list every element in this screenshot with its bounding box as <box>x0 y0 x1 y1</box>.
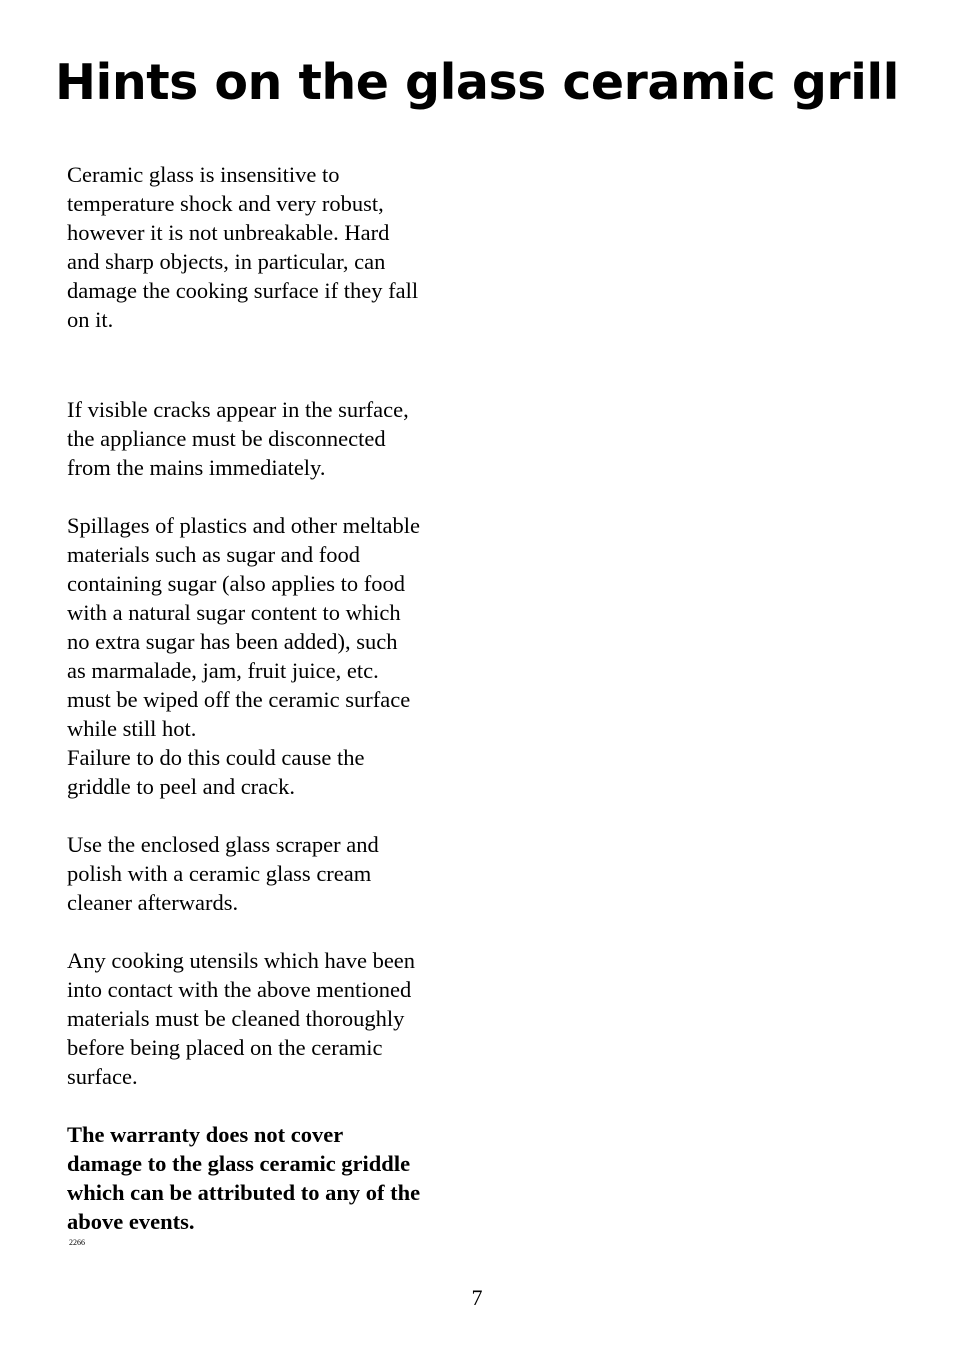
paragraph-spillages: Spillages of plastics and other meltable materials such as sugar and food containing sugar (also applies to food with a natural sugar content to which no extra sugar has been added), such as marmalade, jam, fruit juice, etc. must be wiped off the ceramic surface while still hot. Failure to do this could cause the griddle to peel and crack. <box>67 513 421 799</box>
paragraph-ceramic-robustness: Ceramic glass is insensitive to temperature shock and very robust, however it is not unbreakable. Hard and sharp objects, in particular, can damage the cooking surface if they fall on it. <box>67 162 419 332</box>
main-content <box>67 160 467 1248</box>
paragraph-cracks-warning: If visible cracks appear in the surface, the appliance must be disconnected from the mains immediately. <box>67 397 409 480</box>
paragraph-spacer <box>67 917 467 946</box>
paragraph-cooking-utensils: Any cooking utensils which have been into contact with the above mentioned materials must be cleaned thoroughly before being placed on the ceramic surface. <box>67 948 416 1089</box>
paragraph-spacer <box>67 482 467 511</box>
paragraph-spacer <box>67 801 467 830</box>
paragraph-glass-scraper: Use the enclosed glass scraper and polish with a ceramic glass cream cleaner afterwards. <box>67 832 379 915</box>
page-title: Hints on the glass ceramic grill <box>55 54 899 111</box>
paragraph-spacer <box>67 334 467 395</box>
reference-code: 2266 <box>69 1238 85 1247</box>
page-number: 7 <box>471 1285 483 1310</box>
warranty-warning: The warranty does not cover damage to the glass ceramic griddle which can be attributed to any of the above events. <box>67 1122 421 1234</box>
paragraph-spacer <box>67 1091 467 1120</box>
